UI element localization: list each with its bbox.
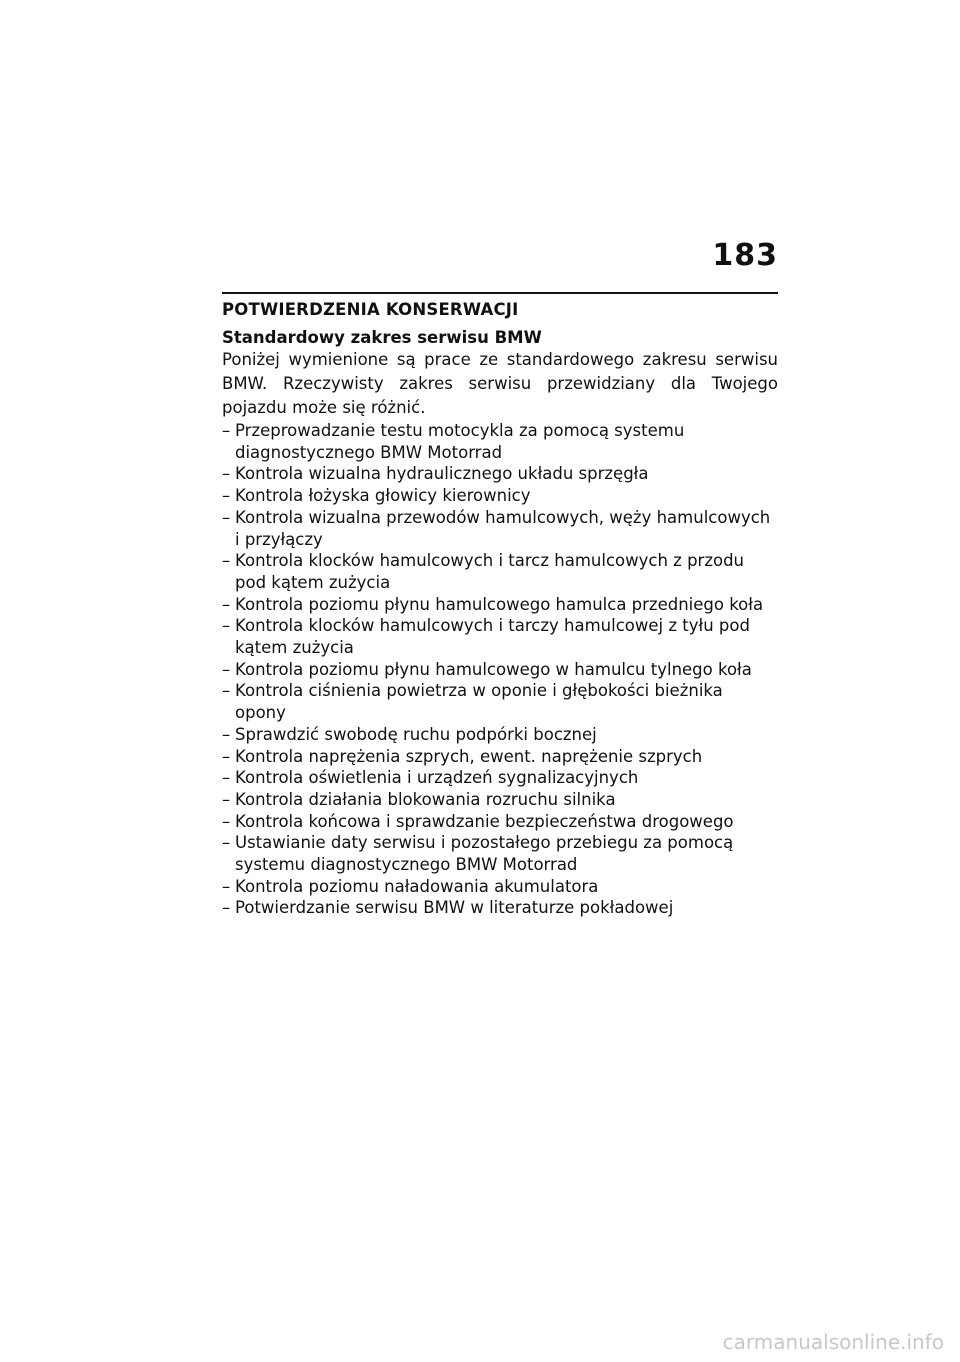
checklist-item [222, 897, 778, 919]
checklist-item-text: Kontrola poziomu naładowania akumulatora [235, 876, 599, 896]
checklist-item-text: Kontrola oświetlenia i urządzeń sygnalizacyjnych [235, 768, 639, 788]
dash-bullet: – [222, 486, 231, 506]
checklist-item [222, 420, 778, 463]
section-title: POTWIERDZENIA KONSERWACJI [222, 300, 519, 319]
dash-bullet: – [222, 789, 231, 809]
checklist-item [222, 615, 778, 658]
section-divider [222, 292, 778, 294]
dash-bullet: – [222, 507, 231, 527]
checklist-item-text: Kontrola ciśnienia powietrza w oponie i głębokości bieżnika opony [235, 681, 723, 723]
checklist-item [222, 746, 778, 768]
checklist-item-text: Kontrola końcowa i sprawdzanie bezpieczeństwa drogowego [235, 811, 734, 831]
checklist-item-text: Kontrola klocków hamulcowych i tarczy hamulcowej z tyłu pod kątem zużycia [235, 616, 750, 658]
intro-paragraph: Poniżej wymienione są prace ze standardowego zakresu serwisu BMW. Rzeczywisty zakres serwisu przewidziany dla Twojego pojazdu może się różnić. [222, 350, 778, 417]
checklist-item [222, 680, 778, 723]
checklist-item [222, 832, 778, 875]
service-checklist [222, 420, 778, 919]
checklist-item-text: Kontrola łożyska głowicy kierownicy [235, 486, 531, 506]
checklist-item-text: Kontrola wizualna hydraulicznego układu sprzęgła [235, 464, 649, 484]
checklist-item-text: Kontrola klocków hamulcowych i tarcz hamulcowych z przodu pod kątem zużycia [235, 551, 745, 592]
checklist-item [222, 724, 778, 746]
checklist-item-text: Ustawianie daty serwisu i pozostałego przebiegu za pomocą systemu diagnostycznego BMW Motorrad [235, 833, 734, 875]
dash-bullet: – [222, 768, 231, 788]
dash-bullet: – [222, 659, 231, 679]
dash-bullet: – [222, 876, 231, 896]
checklist-item-text: Kontrola poziomu płynu hamulcowego w hamulcu tylnego koła [235, 659, 752, 679]
checklist-item-text: Kontrola wizualna przewodów hamulcowych, węży hamulcowych i przyłączy [235, 507, 771, 549]
dash-bullet: – [222, 833, 231, 853]
page-number: 183 [712, 238, 778, 273]
dash-bullet: – [222, 616, 231, 636]
checklist-item [222, 811, 778, 833]
checklist-item [222, 594, 778, 616]
dash-bullet: – [222, 746, 231, 766]
checklist-item [222, 789, 778, 811]
dash-bullet: – [222, 681, 231, 701]
dash-bullet: – [222, 811, 231, 831]
checklist-item-text: Kontrola działania blokowania rozruchu silnika [235, 789, 616, 809]
checklist-item-text: Sprawdzić swobodę ruchu podpórki bocznej [235, 724, 597, 744]
checklist-item [222, 876, 778, 898]
watermark: carmanualsonline.info [722, 1330, 944, 1354]
dash-bullet: – [222, 898, 231, 918]
checklist-item [222, 767, 778, 789]
dash-bullet: – [222, 724, 231, 744]
subtitle: Standardowy zakres serwisu BMW [222, 328, 542, 347]
checklist-item [222, 550, 778, 593]
checklist-item-text: Kontrola naprężenia szprych, ewent. naprężenie szprych [235, 746, 703, 766]
checklist-item [222, 485, 778, 507]
checklist-item-text: Kontrola poziomu płynu hamulcowego hamulca przedniego koła [235, 594, 764, 614]
page-content [222, 292, 778, 919]
checklist-item-text: Potwierdzanie serwisu BMW w literaturze pokładowej [235, 898, 674, 918]
checklist-item-text: Przeprowadzanie testu motocykla za pomocą systemu diagnostycznego BMW Motorrad [235, 421, 685, 462]
checklist-item [222, 659, 778, 681]
dash-bullet: – [222, 464, 231, 484]
checklist-item [222, 463, 778, 485]
dash-bullet: – [222, 551, 231, 571]
dash-bullet: – [222, 421, 231, 440]
checklist-item [222, 507, 778, 550]
dash-bullet: – [222, 594, 231, 614]
